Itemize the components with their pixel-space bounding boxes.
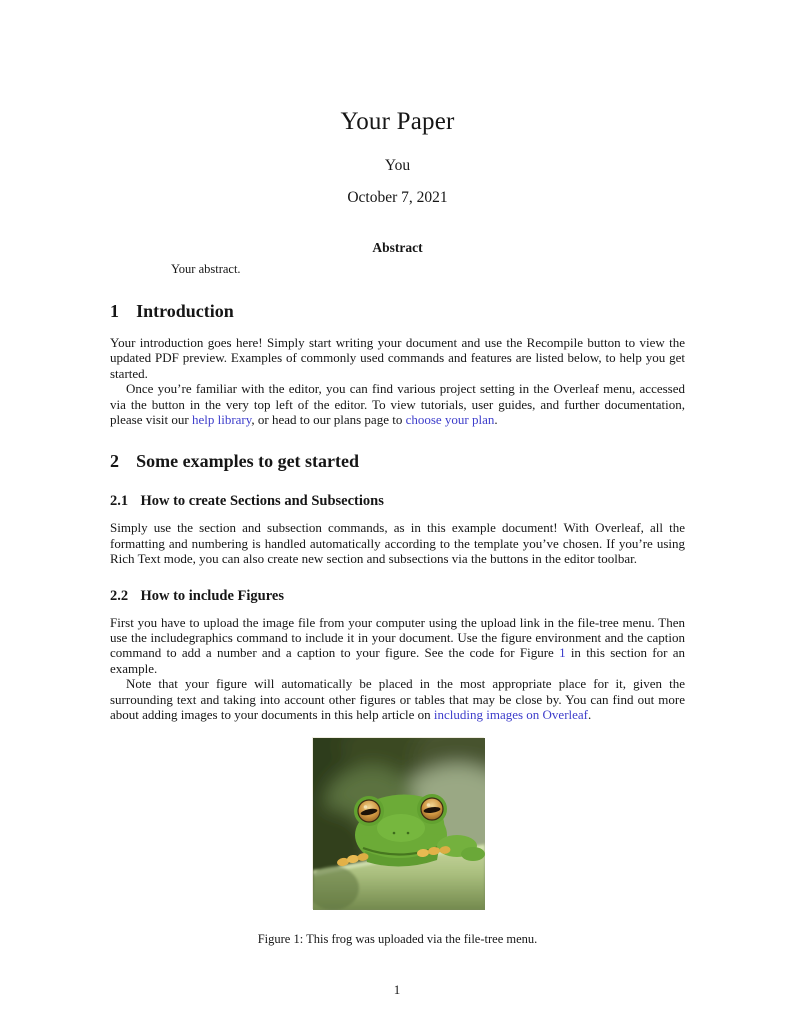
help-library-link[interactable]: help library [191, 412, 252, 428]
subsection-2-1-heading [110, 493, 685, 510]
including-images-link[interactable]: including images on Overleaf [433, 707, 589, 723]
paragraph-text: Once you’re familiar with the editor, you can find various project setting in the Overleaf menu, accessed via the button in the very top left of the editor. To view tutorials, user guides, and further documentation, please visit our [110, 381, 685, 428]
subsection-2-1-number: 2.1 [110, 493, 129, 510]
subsection-2-1-paragraph: Simply use the section and subsection commands, as in this example document! With Overleaf, all the formatting and numbering is handled automatically according to the template you’ve chosen. If you’re using Rich Text mode, you can also create new section and subsections via the buttons in the editor toolbar. [110, 520, 685, 567]
abstract-heading: Abstract [372, 240, 423, 255]
paragraph-text: in this section for an example. [110, 645, 685, 676]
subsection-2-2-paragraph-1 [110, 615, 685, 677]
subsection-2-2-title: How to include Figures [140, 587, 284, 604]
frog-photo [312, 737, 484, 909]
section-1-title: Introduction [136, 301, 234, 321]
date: October 7, 2021 [347, 189, 448, 206]
figure-caption: Figure 1: This frog was uploaded via the file-tree menu. [257, 931, 538, 946]
paragraph-text: Note that your figure will automatically be placed in the most appropriate place for it, given the surrounding text and taking into account other figures or tables that may be close by. You can find out more about adding images to your documents in this help article on [110, 676, 685, 723]
paragraph-text: First you have to upload the image file from your computer using the upload link in the file-tree menu. Then use the includegraphics command to include it in your document. Use the figure environment and the caption command to add a number and a caption to your figure. See the code for Figure [110, 614, 685, 661]
paragraph-text: . [588, 707, 592, 723]
page-title: Your Paper [340, 108, 455, 135]
page-number: 1 [393, 982, 401, 997]
abstract-text: Your abstract. [171, 262, 241, 276]
subsection-2-2-paragraph-2 [110, 676, 685, 722]
section-1-paragraph-2 [110, 381, 685, 427]
choose-your-plan-link[interactable]: choose your plan [405, 412, 495, 428]
subsection-2-2-heading [110, 588, 685, 605]
figure-1-reference-link[interactable]: 1 [559, 645, 566, 661]
section-1-paragraph-1: Your introduction goes here! Simply start writing your document and use the Recompile button to view the updated PDF preview. Examples of commonly used commands and features are listed below, to help you get started. [110, 335, 685, 381]
paragraph-text: , or head to our plans page to [251, 412, 406, 428]
paragraph-text: . [494, 412, 498, 428]
author: You [384, 157, 411, 174]
subsection-2-2-number: 2.2 [110, 587, 129, 604]
figure-1 [110, 737, 685, 915]
section-2-number: 2 [110, 451, 119, 472]
section-1-number: 1 [110, 301, 119, 321]
subsection-2-1-title: How to create Sections and Subsections [140, 493, 384, 510]
section-1-heading [110, 301, 685, 322]
section-2-title: Some examples to get started [136, 451, 360, 472]
section-2-heading [110, 451, 685, 472]
